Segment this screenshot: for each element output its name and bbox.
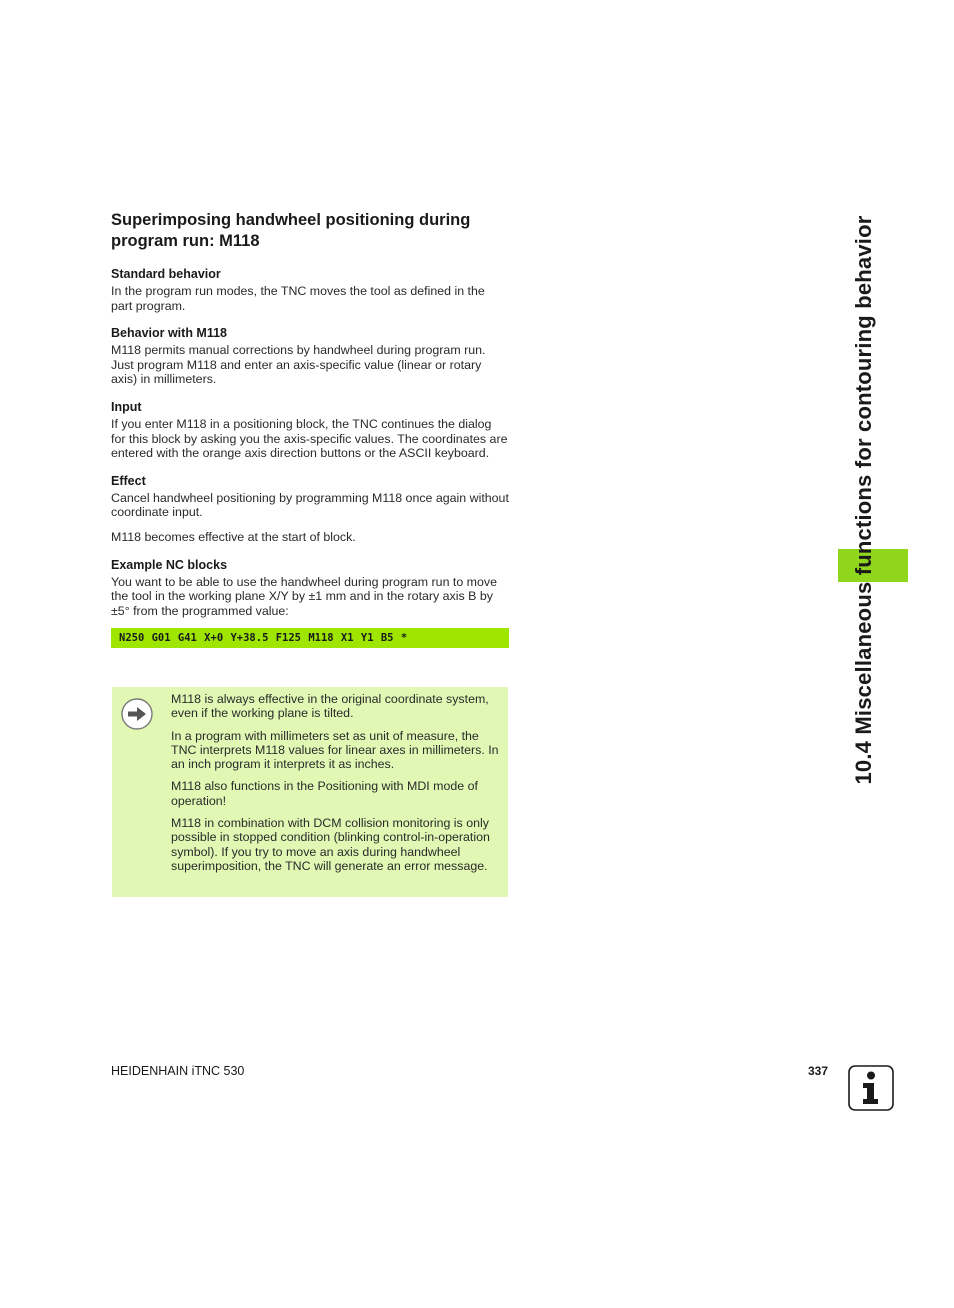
block-paragraph: If you enter M118 in a positioning block, the TNC continues the dialog for this block by asking you the axis-specific values. The coordinates are entered with the orange axis direction buttons or the ASCII keyboard.: [111, 416, 508, 461]
footer-product-name: HEIDENHAIN iTNC 530: [111, 1064, 245, 1078]
block-paragraph: M118 permits manual corrections by handwheel during program run. Just program M118 and enter an axis-specific value (linear or rotary axis) in millimeters.: [111, 343, 486, 387]
block-input: [111, 399, 509, 461]
block-paragraph: M118 becomes effective at the start of block.: [111, 529, 356, 544]
note-text: [171, 692, 501, 881]
block-example-nc-blocks: [111, 557, 509, 619]
block-heading: Standard behavior: [111, 267, 221, 281]
info-icon: [848, 1065, 894, 1111]
block-heading: Behavior with M118: [111, 326, 228, 341]
note-box: [112, 687, 508, 897]
block-effect: [111, 473, 509, 545]
block-paragraph: You want to be able to use the handwheel during program run to move the tool in the working plane X/Y by ±1 mm and in the rotary axis B by ±5° from the programmed value:: [111, 574, 497, 618]
block-heading: Example NC blocks: [111, 557, 228, 572]
block-heading: Input: [111, 399, 142, 414]
block-behavior-m118: [111, 325, 509, 387]
note-paragraph: In a program with millimeters set as unit of measure, the TNC interprets M118 values for linear axes in millimeters. In an inch program it interprets it as inches.: [171, 728, 499, 772]
chapter-side-title: 10.4 Miscellaneous functions for contouring behavior: [851, 215, 876, 785]
note-paragraph: M118 is always effective in the original coordinate system, even if the working plane is tilted.: [171, 692, 489, 721]
block-standard-behavior: [111, 266, 509, 313]
note-paragraph: M118 also functions in the Positioning with MDI mode of operation!: [171, 779, 478, 808]
block-paragraph: Cancel handwheel positioning by programming M118 once again without coordinate input.: [111, 490, 509, 520]
arrow-right-icon: [121, 698, 153, 730]
block-paragraph: In the program run modes, the TNC moves the tool as defined in the part program.: [111, 284, 485, 313]
section-title: Superimposing handwheel positioning during program run: M118: [111, 211, 471, 250]
note-paragraph: M118 in combination with DCM collision monitoring is only possible in stopped condition (blinking control-in-operation symbol). If you try to move an axis during handwheel superimposition, the TNC will generate an error message.: [171, 816, 490, 873]
block-heading: Effect: [111, 473, 146, 488]
page-number: 337: [808, 1064, 829, 1078]
main-content: [111, 210, 509, 648]
nc-code-block: N250 G01 G41 X+0 Y+38.5 F125 M118 X1 Y1 B5 *: [111, 628, 509, 648]
